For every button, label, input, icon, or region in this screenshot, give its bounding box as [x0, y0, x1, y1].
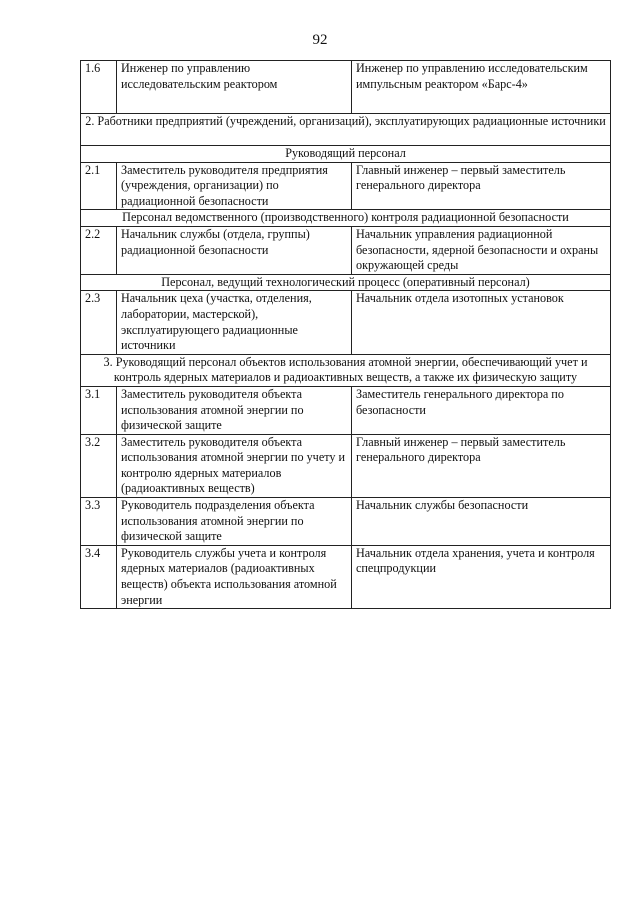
equivalent-position-cell: Главный инженер – первый заместитель генерального директора: [352, 434, 611, 497]
row-number: 2.3: [81, 291, 117, 354]
table-row-3-1: [81, 386, 611, 434]
row-number: 3.2: [81, 434, 117, 497]
page-number: 92: [312, 32, 328, 48]
subsection-title: Персонал ведомственного (производственного) контроля радиационной безопасности: [81, 210, 611, 227]
table-row-2-2: [81, 226, 611, 274]
equivalent-position-cell: Начальник управления радиационной безопасности, ядерной безопасности и охраны окружающей среды: [352, 226, 611, 274]
subsection-title: Персонал, ведущий технологический процесс (оперативный персонал): [81, 274, 611, 291]
positions-table: [80, 60, 611, 609]
row-number: 2.2: [81, 226, 117, 274]
equivalent-position-cell: Начальник отдела изотопных установок: [352, 291, 611, 354]
position-cell: Инженер по управлению исследовательским реактором: [117, 61, 352, 114]
position-cell: Заместитель руководителя объекта использования атомной энергии по физической защите: [117, 386, 352, 434]
subsection-title: Руководящий персонал: [81, 146, 611, 163]
equivalent-position-cell: Начальник отдела хранения, учета и контроля спецпродукции: [352, 545, 611, 608]
table-row-1-6: [81, 61, 611, 114]
subsection-header: [81, 274, 611, 291]
section-title: 2. Работники предприятий (учреждений, организаций), эксплуатирующих радиационные источники: [81, 114, 611, 146]
row-number: 1.6: [81, 61, 117, 114]
table-row-2-3: [81, 291, 611, 354]
table-row-2-1: [81, 162, 611, 210]
row-number: 3.4: [81, 545, 117, 608]
position-cell: Руководитель подразделения объекта использования атомной энергии по физической защите: [117, 498, 352, 546]
table-row-3-2: [81, 434, 611, 497]
subsection-header: [81, 210, 611, 227]
position-cell: Начальник службы (отдела, группы) радиационной безопасности: [117, 226, 352, 274]
equivalent-position-cell: Заместитель генерального директора по безопасности: [352, 386, 611, 434]
position-cell: Заместитель руководителя объекта использования атомной энергии по учету и контролю ядерных материалов (радиоактивных веществ): [117, 434, 352, 497]
row-number: 3.1: [81, 386, 117, 434]
section-title: 3. Руководящий персонал объектов использования атомной энергии, обеспечивающий учет и контроль ядерных материалов и радиоактивных веществ, а также их физическую защиту: [81, 354, 611, 386]
position-cell: Руководитель службы учета и контроля ядерных материалов (радиоактивных веществ) объекта использования атомной энергии: [117, 545, 352, 608]
section-header-3: [81, 354, 611, 386]
equivalent-position-cell: Инженер по управлению исследовательским импульсным реактором «Барс-4»: [352, 61, 611, 114]
subsection-header: [81, 146, 611, 163]
table-row-3-4: [81, 545, 611, 608]
position-cell: Начальник цеха (участка, отделения, лаборатории, мастерской), эксплуатирующего радиационные источники: [117, 291, 352, 354]
equivalent-position-cell: Начальник службы безопасности: [352, 498, 611, 546]
section-header-2: [81, 114, 611, 146]
row-number: 3.3: [81, 498, 117, 546]
row-number: 2.1: [81, 162, 117, 210]
position-cell: Заместитель руководителя предприятия (учреждения, организации) по радиационной безопасности: [117, 162, 352, 210]
table-row-3-3: [81, 498, 611, 546]
equivalent-position-cell: Главный инженер – первый заместитель генерального директора: [352, 162, 611, 210]
